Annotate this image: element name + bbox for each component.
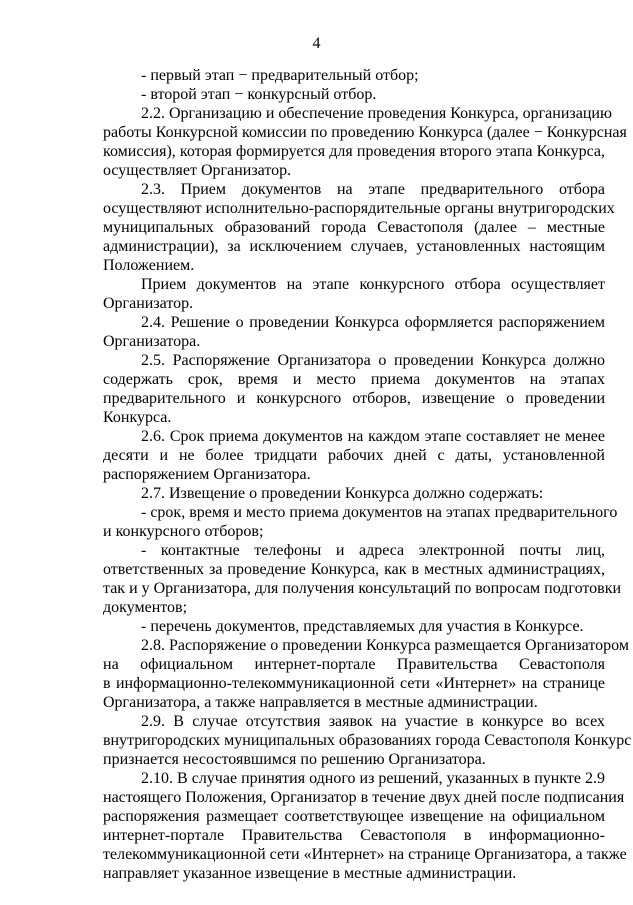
- text-line: Конкурса.: [103, 409, 172, 426]
- text-line: распоряжения размещает соответствующее извещение на официальном: [103, 808, 605, 825]
- text-line: - перечень документов, представляемых для участия в Конкурсе.: [141, 618, 584, 635]
- text-line: комиссия), которая формируется для проведения второго этапа Конкурса,: [103, 143, 605, 160]
- text-line: осуществляет Организатор.: [103, 162, 292, 179]
- text-line: муниципальных образований города Севастополя (далее – местные: [103, 219, 605, 236]
- text-line: 2.9. В случае отсутствия заявок на участие в конкурсе во всех: [141, 713, 605, 730]
- text-line: предварительного и конкурсного отборов, извещение о проведении: [103, 390, 605, 407]
- text-line: 2.10. В случае принятия одного из решений, указанных в пункте 2.9: [141, 770, 605, 787]
- text-line: Положением.: [103, 257, 195, 274]
- text-line: осуществляют исполнительно-распорядительные органы внутригородских: [103, 200, 615, 217]
- text-line: интернет-портале Правительства Севастополя в информационно-: [103, 827, 605, 844]
- text-line: 2.7. Извещение о проведении Конкурса должно содержать:: [141, 485, 544, 502]
- text-line: документов;: [103, 599, 188, 616]
- page-number: 4: [312, 35, 321, 52]
- text-line: распоряжением Организатора.: [103, 466, 311, 483]
- text-line: работы Конкурсной комиссии по проведению Конкурса (далее − Конкурсная: [103, 124, 627, 141]
- text-line: 2.5. Распоряжение Организатора о проведении Конкурса должно: [141, 352, 605, 369]
- text-line: 2.2. Организацию и обеспечение проведения Конкурса, организацию: [141, 105, 612, 122]
- text-line: - второй этап − конкурсный отбор.: [141, 86, 377, 103]
- text-line: ответственных за проведение Конкурса, как в местных администрациях,: [103, 561, 605, 578]
- text-line: в информационно-телекоммуникационной сети «Интернет» на странице: [103, 675, 605, 692]
- text-line: - первый этап − предварительный отбор;: [141, 67, 419, 84]
- text-line: содержать срок, время и место приема документов на этапах: [103, 371, 605, 388]
- text-line: на официальном интернет-портале Правительства Севастополя: [103, 656, 605, 673]
- text-line: телекоммуникационной сети «Интернет» на странице Организатора, а также: [103, 846, 627, 863]
- text-line: 2.4. Решение о проведении Конкурса оформляется распоряжением: [141, 314, 605, 331]
- text-line: 2.6. Срок приема документов на каждом этапе составляет не менее: [141, 428, 605, 445]
- text-line: - контактные телефоны и адреса электронной почты лиц,: [141, 542, 605, 559]
- text-line: десяти и не более тридцати рабочих дней с даты, установленной: [103, 447, 605, 464]
- text-line: - срок, время и место приема документов на этапах предварительного: [141, 504, 618, 521]
- text-line: так и у Организатора, для получения консультаций по вопросам подготовки: [103, 580, 622, 597]
- text-line: направляет указанное извещение в местные администрации.: [103, 865, 517, 882]
- text-line: Прием документов на этапе конкурсного отбора осуществляет: [141, 276, 605, 293]
- text-line: и конкурсного отборов;: [103, 523, 264, 540]
- text-line: признается несостоявшимся по решению Организатора.: [103, 751, 486, 768]
- text-line: 2.3. Прием документов на этапе предварительного отбора: [141, 181, 605, 198]
- text-line: 2.8. Распоряжение о проведении Конкурса размещается Организатором: [141, 637, 629, 654]
- text-line: Организатор.: [103, 295, 194, 312]
- text-line: администрации), за исключением случаев, установленных настоящим: [103, 238, 605, 255]
- document-body: [103, 66, 632, 883]
- text-line: Организатора, а также направляется в местные администрации.: [103, 694, 538, 711]
- text-line: настоящего Положения, Организатор в течение двух дней после подписания: [103, 789, 625, 806]
- text-line: Организатора.: [103, 333, 201, 350]
- text-line: внутригородских муниципальных образованиях города Севастополя Конкурс: [103, 732, 632, 749]
